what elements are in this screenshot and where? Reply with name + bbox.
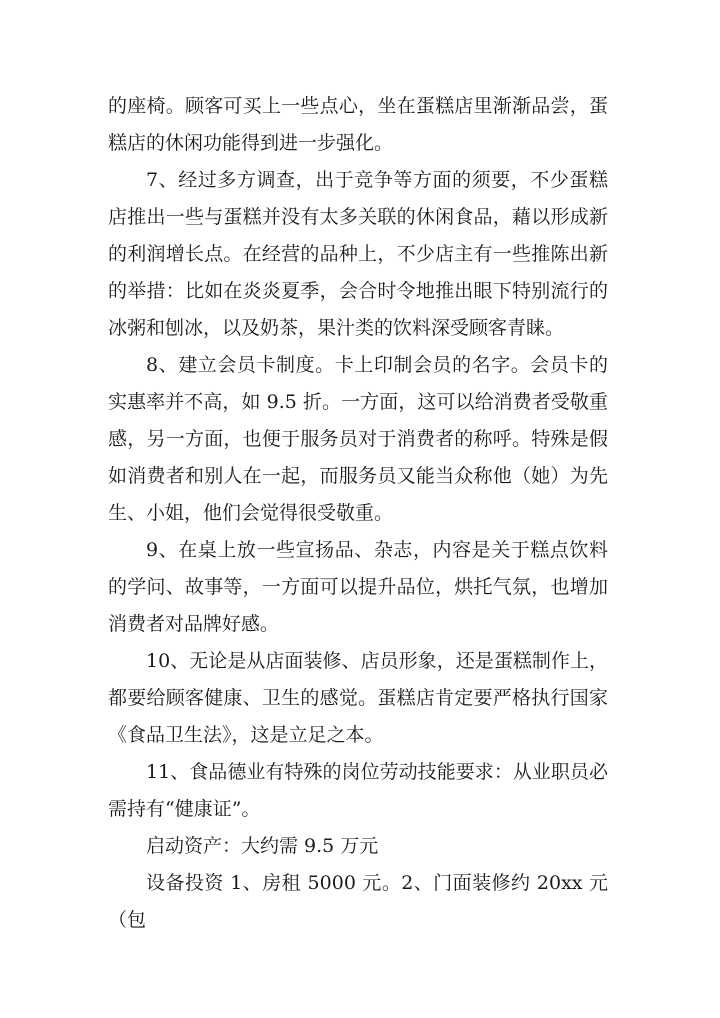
paragraph-item-8: 8、建立会员卡制度。卡上印制会员的名字。会员卡的实惠率并不高，如 9.5 折。一方面，这可以给消费者受敬重感，另一方面，也便于服务员对于消费者的称呼。特殊是假如消费者和别人在一起，而服务员又能当众称他（她）为先生、小姐，他们会觉得很受敬重。 [108,354,608,524]
paragraph-item-7: 7、经过多方调查，出于竞争等方面的须要，不少蛋糕店推出一些与蛋糕并没有太多关联的休闲食品，藉以形成新的利润增长点。在经营的品种上，不少店主有一些推陈出新的举措：比如在炎炎夏季，会合时令地推出眼下特别流行的冰粥和刨冰，以及奶茶，果汁类的饮料深受顾客青睐。 [108,169,608,339]
paragraph-item-10: 10、无论是从店面装修、店员形象，还是蛋糕制作上，都要给顾客健康、卫生的感觉。蛋糕店肯定要严格执行国家《食品卫生法》，这是立足之本。 [108,650,608,746]
paragraph-equipment-investment: 设备投资 1、房租 5000 元。2、门面装修约 20xx 元（包 [108,872,608,931]
document-body [108,88,608,939]
paragraph-item-9: 9、在桌上放一些宣扬品、杂志，内容是关于糕点饮料的学问、故事等，一方面可以提升品位，烘托气氛，也增加消费者对品牌好感。 [108,539,608,635]
paragraph-seating: 的座椅。顾客可买上一些点心，坐在蛋糕店里渐渐品尝，蛋糕店的休闲功能得到进一步强化。 [108,95,608,154]
paragraph-startup-capital: 启动资产：大约需 9.5 万元 [146,835,379,857]
paragraph-item-11: 11、食品德业有特殊的岗位劳动技能要求：从业职员必需持有“健康证”。 [108,761,608,820]
